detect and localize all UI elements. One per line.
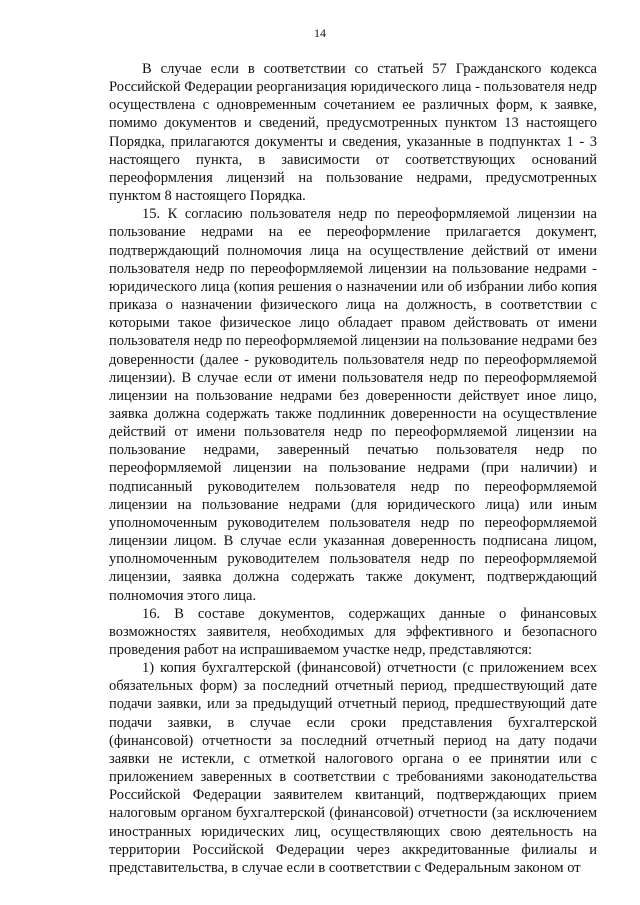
paragraph-item-16: 16. В составе документов, содержащих данные о финансовых возможностях заявителя, необходимых для эффективного и безопасного проведения работ на испрашиваемом участке недр, представляются: (109, 605, 597, 658)
paragraph-reorganization: В случае если в соответствии со статьей 57 Гражданского кодекса Российской Федерации реорганизация юридического лица - пользователя недр осуществлена с одновременным сочетанием ее различных форм, к заявке, помимо документов и сведений, предусмотренных пунктом 13 настоящего Порядка, прилагаются документы и сведения, указанные в подпунктах 1 - 3 настоящего пункта, в зависимости от соответствующих оснований переоформления лицензий на пользование недрами, предусмотренных пунктом 8 настоящего Порядка. (109, 61, 597, 205)
paragraph-subitem-1: 1) копия бухгалтерской (финансовой) отчетности (с приложением всех обязательных форм) за последний отчетный период, предшествующий дате подачи заявки, или за предыдущий отчетный период, предшествующий дате подачи заявки, в случае если сроки представления бухгалтерской (финансовой) отчетности за последний отчетный период на дату подачи заявки не истекли, с отметкой налогового органа о ее принятии или с приложением заверенных в соответствии с требованиями законодательства Российской Федерации заявителем квитанций, подтверждающих прием налоговым органом бухгалтерской (финансовой) отчетности (за исключением иностранных юридических лиц, осуществляющих свою деятельность на территории Российской Федерации через аккредитованные филиалы и представительства, в случае если в соответствии с Федеральным законом от (109, 660, 597, 876)
paragraph-item-15: 15. К согласию пользователя недр по переоформляемой лицензии на пользование недрами на ее переоформление прилагается документ, подтверждающий полномочия лица на осуществление действий от имени пользователя недр по переоформляемой лицензии на пользование недрами - юридического лица (копия решения о назначении или об избрании либо копия приказа о назначении физического лица на должность, в соответствии с которыми такое физическое лицо обладает правом действовать от имени пользователя недр по переоформляемой лицензии на пользование недрами без доверенности (далее - руководитель пользователя недр по переоформляемой лицензии). В случае если от имени пользователя недр по переоформляемой лицензии на пользование недрами без доверенности действует иное лицо, заявка должна содержать также подлинник доверенности на осуществление действий от имени пользователя недр по переоформляемой лицензии на пользование недрами, заверенный печатью пользователя недр по переоформляемой лицензии на пользование недрами (при наличии) и подписанный руководителем пользователя недр по переоформляемой лицензии на пользование недрами (для юридического лица) или иным уполномоченным руководителем пользователя недр по переоформляемой лицензии лицом. В случае если указанная доверенность подписана лицом, уполномоченным руководителем пользователя недр по переоформляемой лицензии, заявка должна содержать также документ, подтверждающий полномочия этого лица. (109, 206, 597, 604)
page-number: 14 (314, 26, 326, 40)
document-body (109, 60, 597, 877)
